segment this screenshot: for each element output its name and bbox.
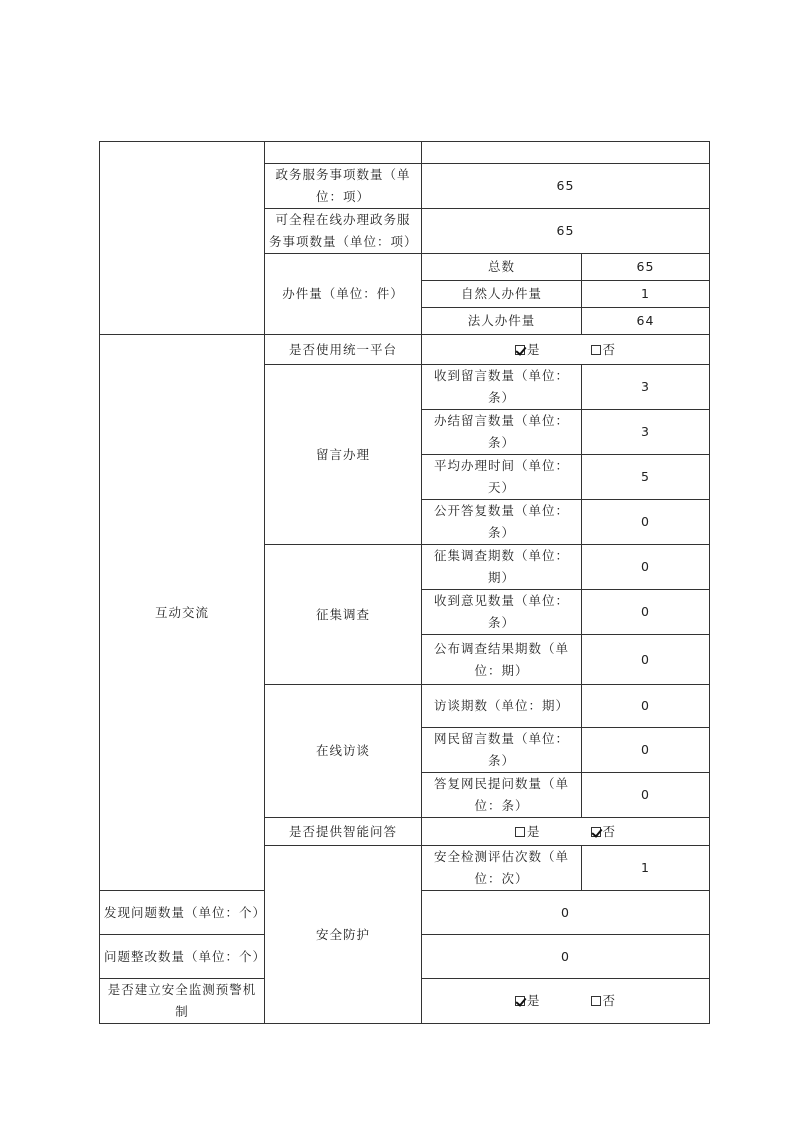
interview-row-value: 0 <box>582 685 710 728</box>
checkbox-checked-icon <box>515 345 525 355</box>
volume-row-value: 1 <box>582 281 710 308</box>
online-service-label: 可全程在线办理政务服务事项数量（单位：项） <box>265 209 422 254</box>
interview-row-label: 访谈期数（单位：期） <box>422 685 582 728</box>
statistics-table <box>99 141 710 1024</box>
survey-row-value: 0 <box>582 635 710 685</box>
security-row-label: 发现问题数量（单位：个） <box>100 891 265 935</box>
message-row-value: 0 <box>582 500 710 545</box>
survey-row-label: 收到意见数量（单位：条） <box>422 590 582 635</box>
message-row-label: 办结留言数量（单位：条） <box>422 410 582 455</box>
interview-row-label: 网民留言数量（单位：条） <box>422 728 582 773</box>
option-label: 是 <box>526 341 541 357</box>
empty-label-cell <box>265 142 422 164</box>
survey-row-value: 0 <box>582 590 710 635</box>
smart-yes-option[interactable] <box>515 821 541 843</box>
message-row-value: 3 <box>582 365 710 410</box>
unified-yes-option[interactable] <box>515 339 541 361</box>
option-label: 否 <box>602 341 617 357</box>
volume-row-value: 65 <box>582 254 710 281</box>
option-label: 否 <box>602 993 617 1008</box>
message-row-label: 平均办理时间（单位：天） <box>422 455 582 500</box>
message-row-value: 5 <box>582 455 710 500</box>
survey-row-label: 征集调查期数（单位：期） <box>422 545 582 590</box>
continued-section-cell <box>100 142 265 335</box>
interview-row-value: 0 <box>582 773 710 818</box>
volume-row-label: 法人办件量 <box>422 308 582 335</box>
unified-no-option[interactable] <box>591 339 617 361</box>
volume-row-label: 总数 <box>422 254 582 281</box>
security-row-value: 0 <box>422 935 710 979</box>
checkbox-checked-icon <box>591 827 601 837</box>
interview-row-label: 答复网民提问数量（单位：条） <box>422 773 582 818</box>
message-group-label: 留言办理 <box>265 365 422 545</box>
message-row-label: 公开答复数量（单位：条） <box>422 500 582 545</box>
checkbox-checked-icon <box>515 996 525 1006</box>
checkbox-empty-icon <box>515 827 525 837</box>
option-label: 是 <box>526 993 541 1008</box>
survey-row-label: 公布调查结果期数（单位：期） <box>422 635 582 685</box>
unified-platform-label: 是否使用统一平台 <box>265 335 422 365</box>
survey-row-value: 0 <box>582 545 710 590</box>
volume-label: 办件量（单位：件） <box>265 254 422 335</box>
unified-platform-options <box>422 335 710 365</box>
smart-qa-label: 是否提供智能问答 <box>265 818 422 846</box>
warning-mechanism-label: 是否建立安全监测预警机制 <box>100 979 265 1024</box>
security-row-label: 安全检测评估次数（单位：次） <box>422 846 582 891</box>
interview-group-label: 在线访谈 <box>265 685 422 818</box>
message-row-value: 3 <box>582 410 710 455</box>
smart-no-option[interactable] <box>591 821 617 843</box>
warning-no-option[interactable] <box>591 990 617 1012</box>
volume-row-value: 64 <box>582 308 710 335</box>
smart-qa-options <box>422 818 710 846</box>
interaction-section-label: 互动交流 <box>100 335 265 891</box>
security-row-value: 1 <box>582 846 710 891</box>
survey-group-label: 征集调查 <box>265 545 422 685</box>
online-service-value: 65 <box>422 209 710 254</box>
security-row-value: 0 <box>422 891 710 935</box>
volume-row-label: 自然人办件量 <box>422 281 582 308</box>
empty-value-cell <box>422 142 710 164</box>
security-row-label: 问题整改数量（单位：个） <box>100 935 265 979</box>
gov-service-value: 65 <box>422 164 710 209</box>
interview-row-value: 0 <box>582 728 710 773</box>
security-section-label: 安全防护 <box>265 846 422 1024</box>
gov-service-label: 政务服务事项数量（单位：项） <box>265 164 422 209</box>
message-row-label: 收到留言数量（单位：条） <box>422 365 582 410</box>
option-label: 是 <box>526 823 541 839</box>
checkbox-empty-icon <box>591 345 601 355</box>
checkbox-empty-icon <box>591 996 601 1006</box>
option-label: 否 <box>602 823 617 839</box>
warning-mechanism-options <box>422 979 710 1024</box>
warning-yes-option[interactable] <box>515 990 541 1012</box>
